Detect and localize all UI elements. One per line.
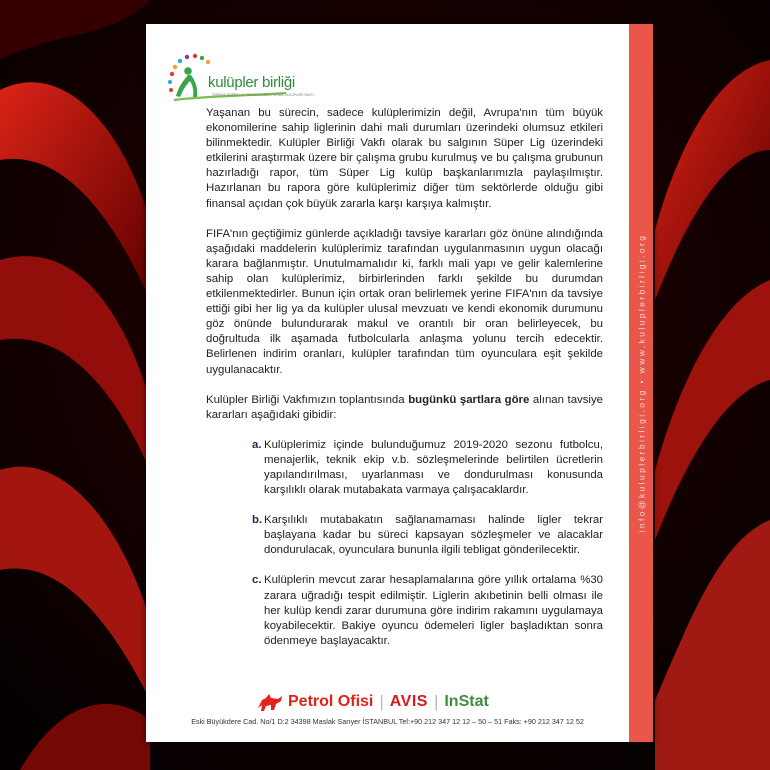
list-item-text: Kulüplerimiz içinde bulunduğumuz 2019-2020 sezonu futbolcu, menajerlik, teknik ekip v.b. sözleşmelerinde belirtilen ücretlerin yapılandırılması, uyarlanması ve dondurulması konusunda karşılıklı olarak mutabakata varmaya çalışacaklardır. [264,438,603,497]
list-item [206,513,603,558]
list-marker: c. [252,574,262,587]
list-item-text: Karşılıklı mutabakatın sağlanamaması halinde ligler tekrar başlayana kadar bu süreci kapsayan sözleşmeler ve alacaklar dondurulacak, oyunculara bununla ilgili tebligat gönderilecektir. [264,514,603,557]
paragraph-2: FIFA'nın geçtiğimiz günlerde açıkladığı tavsiye kararları göz önüne alındığında aşağıdaki maddelerin kulüplerimiz tarafından uygulanmasının uygun olacağı karara bağlanmıştır. Unutulmamalıdır ki, farklı mali yapı ve gelir kalemlerine sahip olan kulüplerimiz, birbirlerinden farklı şekilde bu durumdan etkilenmektedirler. Bunun için ortak oran belirlemek yerine FIFA'nın da tavsiye ettiği gibi her lig ya da kulüpler ulusal mevzuatı ve kendi ekonomik durumunu göz önünde bulundurarak makul ve orantılı bir oran belirleyecek, bu doğrultuda ilk aşamada futbolcularla anlaşma yolunu tercih edecektir. Belirlenen indirim oranları, kulüpler tarafından tüm oyunculara eşit şekilde uygulanacaktır. [206,227,603,376]
petrol-ofisi-logo: Petrol Ofisi [288,693,374,710]
sponsor-separator: | [433,692,439,711]
logo-name: kulüpler birliği [208,74,295,91]
paragraph-1: Yaşanan bu sürecin, sadece kulüplerimizin değil, Avrupa'nın tüm büyük ekonomilerine sahip liglerinin dahi mali durumları üzerindeki olumsuz etkileri bilinmektedir. Kulüpler Birliği Vakfı olarak bu salgının Süper Lig üzerindeki etkilerini araştırmak üzere bir çalışma grubu kurulmuş ve bu çalışma grubunun hazırladığı rapor, tüm Süper Lig kulüp başkanlarımızla paylaşılmıştır. Hazırlanan bu rapora göre kulüplerimiz diğer tüm sektörlerde olduğu gibi finansal açıdan çok büyük zararla karşı karşıya kalmıştır. [206,107,603,210]
sponsor-logos [256,690,516,714]
petrol-ofisi-horse-icon [256,692,284,712]
kulupler-birligi-logo [166,44,314,114]
logo-subtitle: TÜRKİYE SÜPER LİG PROFESYONEL FUTBOL KULÜPLERİ VAKFI [212,93,314,97]
list-item-text: Kulüplerin mevcut zarar hesaplamalarına göre yıllık ortalama %30 zarara uğradığı tespit edilmiştir. Liglerin akıbetinin belli olması ile her kulüp kendi zarar durumuna göre indirim rakamını uygulamaya koyabilecektir. Bakiye oyuncu ödemeleri ligler başladıktan sonra ödenmeye başlayacaktır. [264,574,603,647]
letter-body [206,106,603,664]
avis-logo: AVIS [389,693,428,710]
sponsor-separator: | [379,692,384,711]
document-page [146,24,653,742]
intro-paragraph: Kulüpler Birliği Vakfımızın toplantısında bugünkü şartlara göre alınan tavsiye kararları aşağıdaki gibidir: [206,393,603,421]
list-marker: b. [252,514,263,527]
list-item [206,438,603,498]
list-item [206,573,603,648]
list-marker: a. [252,438,262,451]
instat-logo: InStat [444,693,489,710]
intro-emphasis: bugünkü şartlara göre [408,393,530,406]
side-contact-text: info@kuluplerbirligi.org • www.kuluplerbirligi.org [636,233,647,533]
recommendation-list [206,438,603,649]
footer-address: Eski Büyükdere Cad. No/1 D:2 34398 Maslak Sarıyer İSTANBUL Tel:+90 212 347 12 12 – 50 – 51 Faks: +90 212 347 12 52 [191,717,584,726]
